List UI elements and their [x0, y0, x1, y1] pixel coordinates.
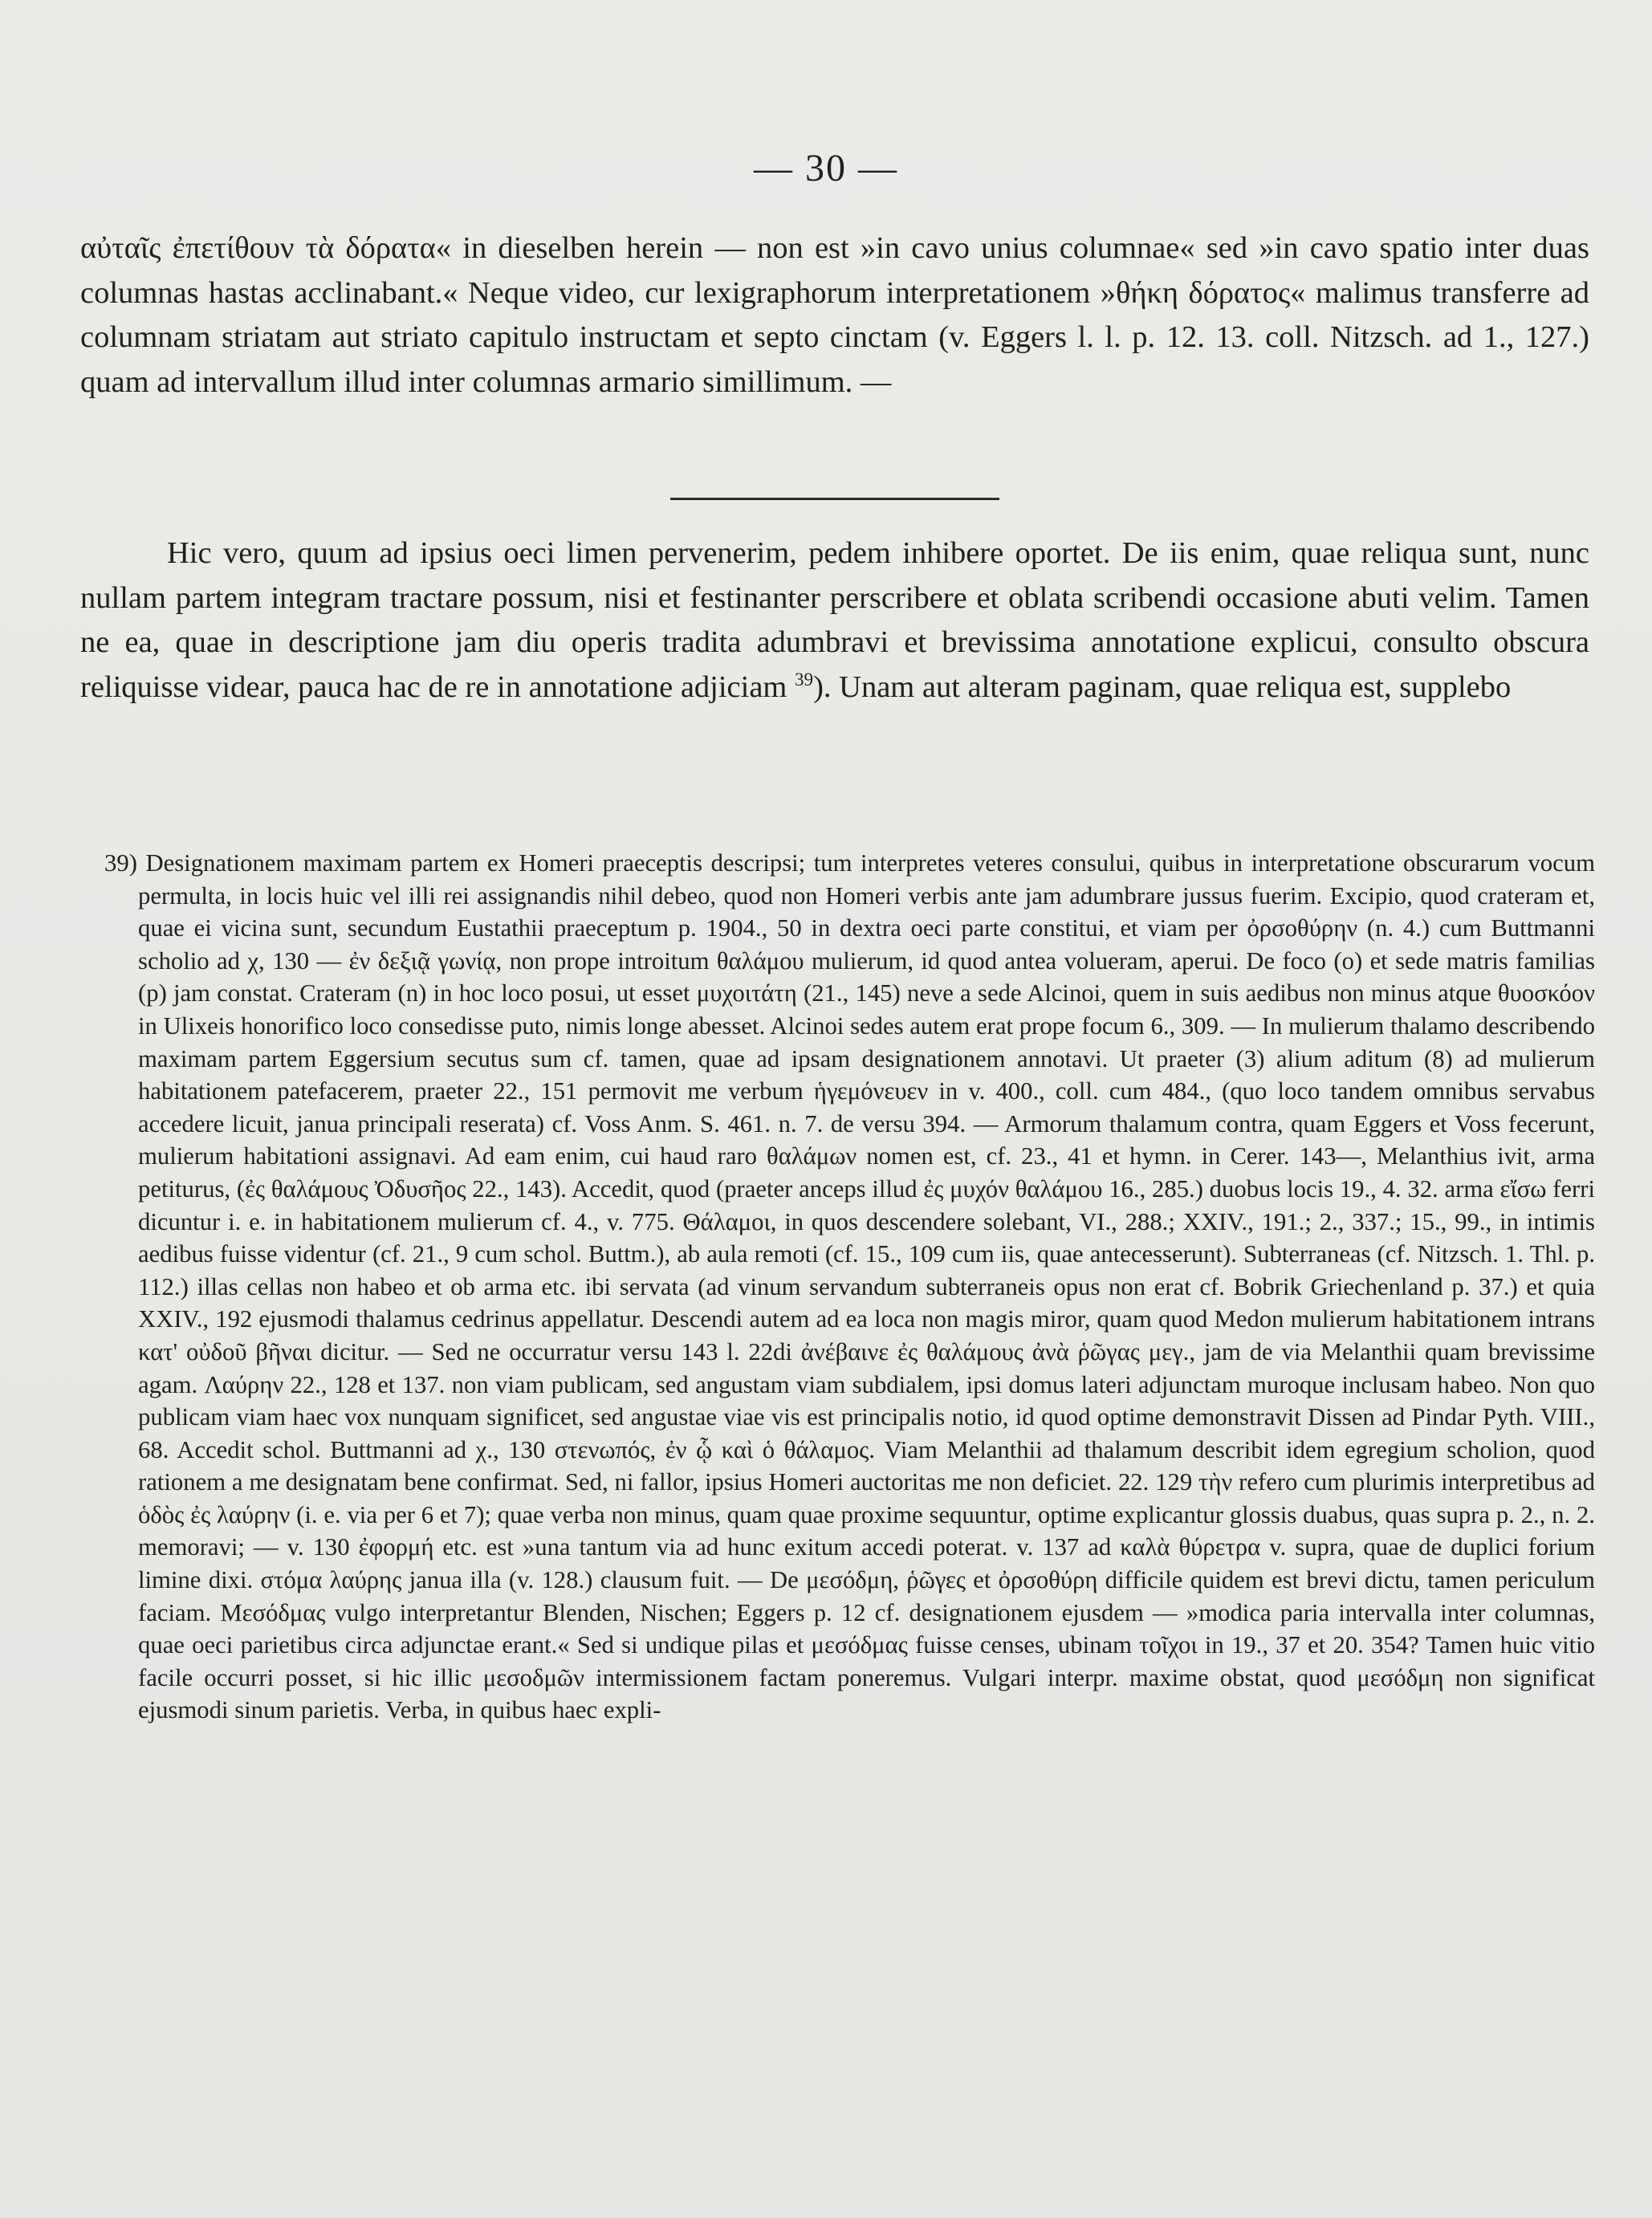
- paragraph-2-body: Hic vero, quum ad ipsius oeci limen pervenerim, pedem inhibere oportet. De iis enim, quae reliqua sunt, nunc nullam partem integram tractare possum, nisi et festinanter perscribere et oblata scribendi occasione abuti velim. Tamen ne ea, quae in descriptione jam diu operis tradita adumbravi et brevissima annotatione explicui, consulto obscura reliquisse videar, pauca hac de re in annotatione adjiciam: [80, 536, 1589, 704]
- footnotes: [104, 847, 1595, 1727]
- paragraph-2-tail: ). Unam aut alteram paginam, quae reliqua est, supplebo: [813, 669, 1512, 704]
- main-text-section: [80, 531, 1589, 710]
- footnote-reference: 39: [795, 668, 814, 690]
- section-divider: [670, 498, 999, 500]
- footnote-39: 39) Designationem maximam partem ex Homeri praeceptis descripsi; tum interpretes veteres consului, quibus in interpretatione obscurarum vocum permulta, in locis huic vel illi rei assignandis nihil debeo, quod non Homeri verbis ante jam adumbrare jussus fuerim. Excipio, quod crateram et, quae ei vicina sunt, secundum Eustathii praeceptum p. 1904., 50 in dextra oeci parte constitui, et viam per ὀρσοθύρην (n. 4.) cum Buttmanni scholio ad χ, 130 — ἐν δεξιᾷ γωνίᾳ, non prope introitum θαλάμου mulierum, id quod antea volueram, aperui. De foco (o) et sede matris familias (p) jam constat. Crateram (n) in hoc loco posui, ut esset μυχοιτάτη (21., 145) neve a sede Alcinoi, quem in suis aedibus non minus atque θυοσκόον in Ulixeis honorifico loco consedisse puto, nimis longe abesset. Alcinoi sedes autem erat prope focum 6., 309. — In mulierum thalamo describendo maximam partem Eggersium secutus sum cf. tamen, quae ad ipsam designationem annotavi. Ut praeter (3) alium aditum (8) ad mulierum habitationem patefacerem, praeter 22., 151 permovit me verbum ἡγεμόνευεν in v. 400., coll. cum 484., (quo loco tandem omnibus servabus accedere licuit, janua principali reserata) cf. Voss Anm. S. 461. n. 7. de versu 394. — Armorum thalamum contra, quam Eggers et Voss fecerunt, mulierum habitationi assignavi. Ad eam enim, cui haud raro θαλάμων nomen est, cf. 23., 41 et hymn. in Cerer. 143—, Melanthius ivit, arma petiturus, (ἐς θαλάμους Ὀδυσῆος 22., 143). Accedit, quod (praeter anceps illud ἐς μυχόν θαλάμου 16., 285.) duobus locis 19., 4. 32. arma εἴσω ferri dicuntur i. e. in habitationem mulierum cf. 4., v. 775. Θάλαμοι, in quos descendere solebant, VI., 288.; XXIV., 191.; 2., 337.; 15., 99., in intimis aedibus fuisse videntur (cf. 21., 9 cum schol. Buttm.), ab aula remoti (cf. 15., 109 cum iis, quae antecesserunt). Subterraneas (cf. Nitzsch. 1. Thl. p. 112.) illas cellas non habeo et ob arma etc. ibi servata (ad vinum servandum subterraneis opus non erat cf. Bobrik Griechenland p. 37.) et quia XXIV., 192 ejusmodi thalamus cedrinus appellatur. Descendi autem ad ea loca non magis miror, quam quod Medon mulierum habitationem intrans κατ' οὐδοῦ βῆναι dicitur. — Sed ne occurratur versu 143 l. 22di ἀνέβαινε ἐς θαλάμους ἀνὰ ῥῶγας μεγ., jam de via Melanthii quam brevissime agam. Λαύρην 22., 128 et 137. non viam publicam, sed angustam viam subdialem, ipsi domus lateri adjunctam muroque inclusam habeo. Non quo publicam viam haec vox nunquam significet, sed angustae viae vis est principalis notio, id quod optime demonstravit Dissen ad Pindar Pyth. VIII., 68. Accedit schol. Buttmanni ad χ., 130 στενωπός, ἐν ᾧ καὶ ὁ θάλαμος. Viam Melanthii ad thalamum describit idem egregium scholion, quod rationem a me designatam bene confirmat. Sed, ni fallor, ipsius Homeri auctoritas me non deficiet. 22. 129 τὴν refero cum plurimis interpretibus ad ὁδὸς ἐς λαύρην (i. e. via per 6 et 7); quae verba non minus, quam quae proxime sequuntur, optime explicantur glossis duabus, quas supra p. 2., n. 2. memoravi; — v. 130 ἐφορμή etc. est »una tantum via ad hunc exitum accedi poterat. v. 137 ad καλὰ θύρετρα v. supra, quae de duplici forium limine dixi. στόμα λαύρης janua illa (v. 128.) clausum fuit. — De μεσόδμη, ῥῶγες et ὀρσοθύρη difficile quidem est brevi dictu, tamen periculum faciam. Μεσόδμας vulgo interpretantur Blenden, Nischen; Eggers p. 12 cf. designationem ejusdem — »modica paria intervalla inter columnas, quae oeci parietibus circa adjunctae erant.« Sed si undique pilas et μεσόδμας fuisse censes, ubinam τοῖχοι in 19., 37 et 20. 354? Tamen huic vitio facile occurri posset, si hic illic μεσοδμῶν intermissionem factam poneremus. Vulgari interpr. maxime obstat, quod μεσόδμη non significat ejusmodi sinum parietis. Verba, in quibus haec expli-: [104, 849, 1595, 1724]
- main-text-continuation: [80, 226, 1589, 405]
- paragraph-2: [80, 531, 1589, 710]
- paragraph-1: αὐταῖς ἐπετίθουν τὰ δόρατα« in dieselben herein — non est »in cavo unius columnae« sed »in cavo spatio inter duas columnas hastas acclinabant.« Neque video, cur lexigraphorum interpretationem »θήκη δόρατος« malimus transferre ad columnam striatam aut striato capitulo instructam et septo cinctam (v. Eggers l. l. p. 12. 13. coll. Nitzsch. ad 1., 127.) quam ad intervallum illud inter columnas armario simillimum. —: [80, 231, 1589, 399]
- page-number: — 30 —: [754, 147, 898, 189]
